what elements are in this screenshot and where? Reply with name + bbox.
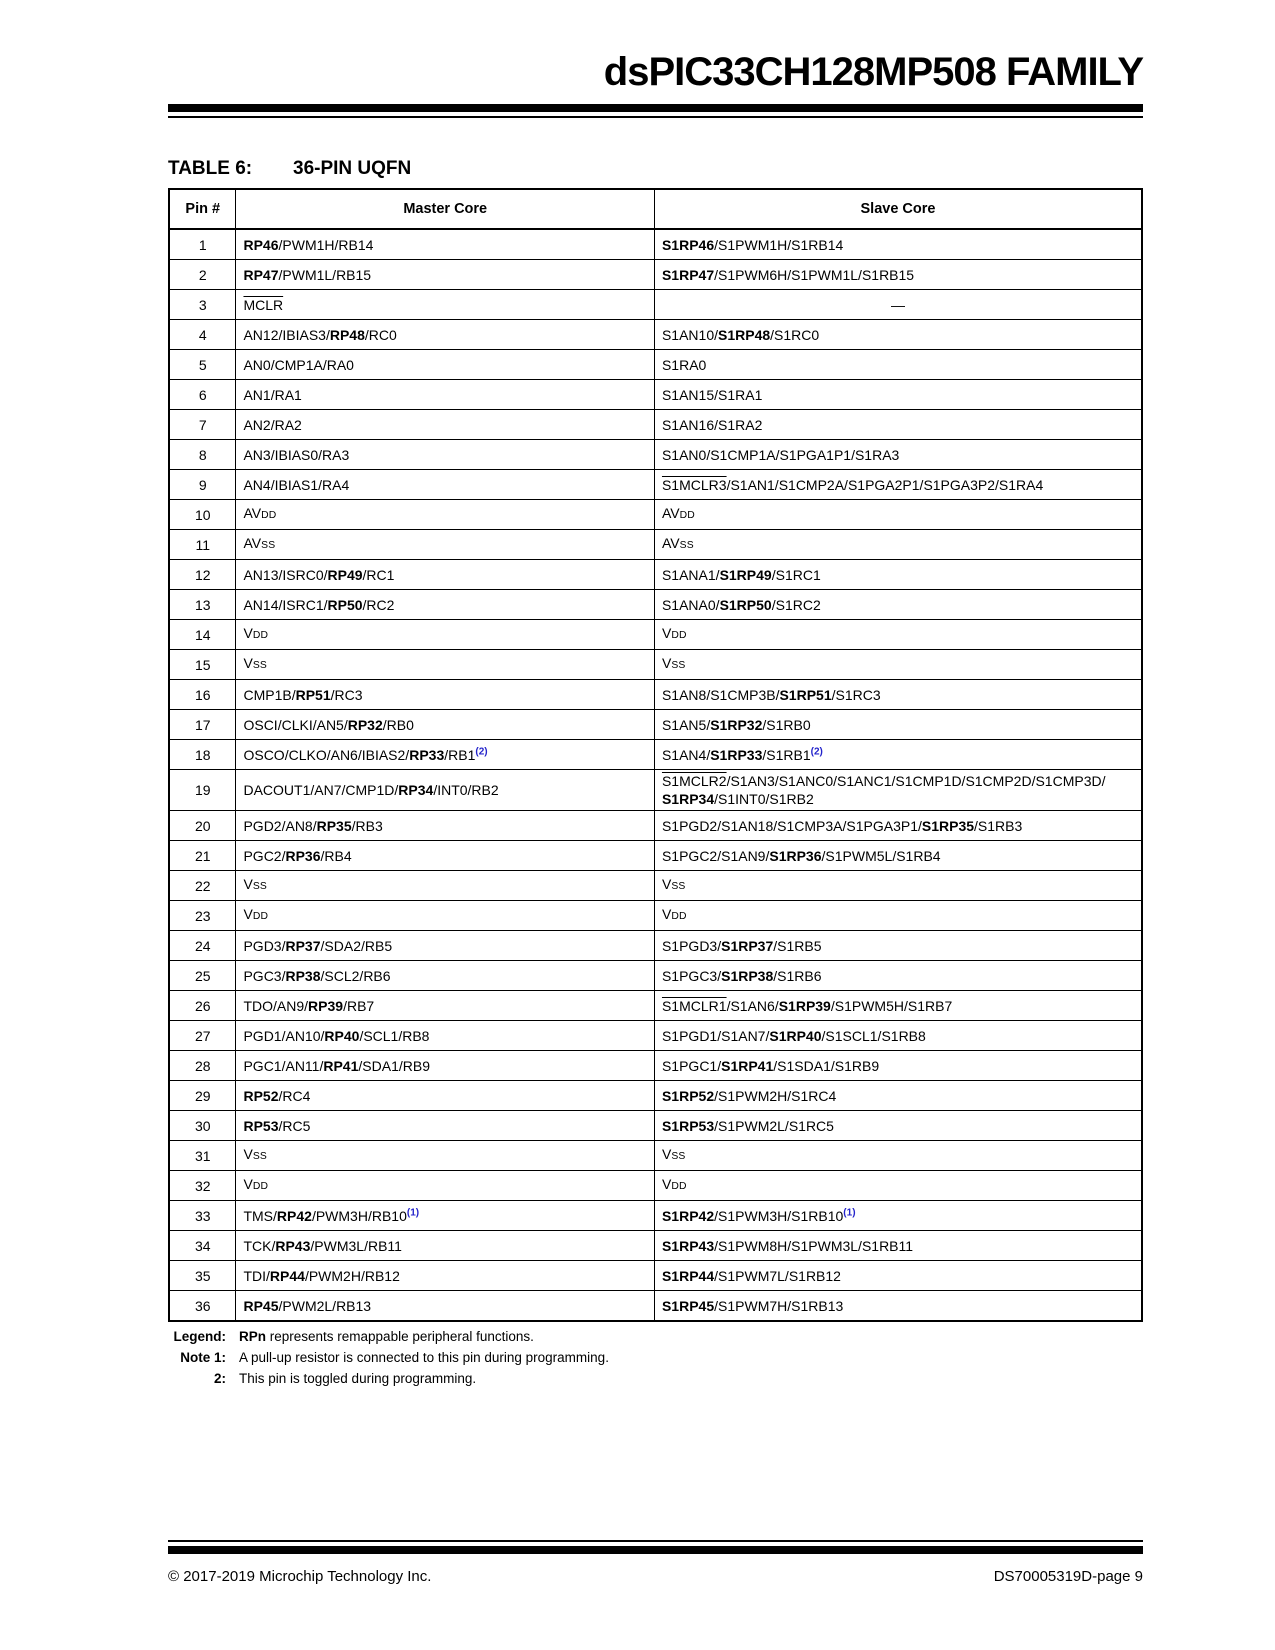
pin-number-cell: 7 [169, 410, 236, 440]
pin-number-cell: 15 [169, 650, 236, 680]
pin-number-cell: 33 [169, 1201, 236, 1231]
master-core-cell: RP46/PWM1H/RB14 [236, 229, 655, 260]
master-core-cell: VSS [236, 1141, 655, 1171]
pin-number-cell: 35 [169, 1261, 236, 1291]
pin-number-cell: 20 [169, 811, 236, 841]
slave-core-cell: S1RP45/S1PWM7H/S1RB13 [654, 1291, 1142, 1322]
column-header-pin: Pin # [169, 189, 236, 229]
slave-core-cell: S1RP42/S1PWM3H/S1RB10$^{(1)}$ [654, 1201, 1142, 1231]
master-core-cell: MCLR [236, 290, 655, 320]
master-core-cell: AN13/ISRC0/RP49/RC1 [236, 560, 655, 590]
master-core-cell: AVDD [236, 500, 655, 530]
master-core-cell: AN2/RA2 [236, 410, 655, 440]
slave-core-cell: S1AN4/S1RP33/S1RB1$^{(2)}$ [654, 740, 1142, 770]
table-row [169, 1021, 1142, 1051]
slave-core-cell: S1RP47/S1PWM6H/S1PWM1L/S1RB15 [654, 260, 1142, 290]
master-core-cell: PGD1/AN10/RP40/SCL1/RB8 [236, 1021, 655, 1051]
slave-core-cell: S1AN15/S1RA1 [654, 380, 1142, 410]
table-row [169, 1231, 1142, 1261]
slave-core-cell: S1RP43/S1PWM8H/S1PWM3L/S1RB11 [654, 1231, 1142, 1261]
slave-core-cell: — [654, 290, 1142, 320]
document-title: dsPIC33CH128MP508 FAMILY [603, 50, 1143, 94]
pin-number-cell: 5 [169, 350, 236, 380]
table-row [169, 1291, 1142, 1322]
table-caption-label: TABLE 6: [168, 158, 253, 179]
pin-number-cell: 23 [169, 901, 236, 931]
slave-core-cell: S1AN5/S1RP32/S1RB0 [654, 710, 1142, 740]
legend-block [168, 1329, 1143, 1387]
header-rule-thin [168, 116, 1143, 118]
table-row [169, 991, 1142, 1021]
slave-core-cell: S1MCLR2/S1AN3/S1ANC0/S1ANC1/S1CMP1D/S1CMP2D/S1CMP3D/ S1RP34/S1INT0/S1RB2 [654, 770, 1142, 811]
note-2-text: This pin is toggled during programming. [239, 1371, 477, 1386]
pin-number-cell: 31 [169, 1141, 236, 1171]
slave-core-cell: S1AN16/S1RA2 [654, 410, 1142, 440]
slave-core-cell: S1ANA0/S1RP50/S1RC2 [654, 590, 1142, 620]
pin-number-cell: 26 [169, 991, 236, 1021]
master-core-cell: VDD [236, 620, 655, 650]
slave-core-cell: S1ANA1/S1RP49/S1RC1 [654, 560, 1142, 590]
pin-number-cell: 4 [169, 320, 236, 350]
slave-core-cell: S1AN0/S1CMP1A/S1PGA1P1/S1RA3 [654, 440, 1142, 470]
table-row [169, 680, 1142, 710]
master-core-cell: RP52/RC4 [236, 1081, 655, 1111]
pin-number-cell: 27 [169, 1021, 236, 1051]
pin-number-cell: 13 [169, 590, 236, 620]
pin-number-cell: 11 [169, 530, 236, 560]
slave-core-cell: S1RP46/S1PWM1H/S1RB14 [654, 229, 1142, 260]
slave-core-cell: AVSS [654, 530, 1142, 560]
pin-number-cell: 2 [169, 260, 236, 290]
slave-core-cell: VDD [654, 1171, 1142, 1201]
legend-text: RPn represents remappable peripheral functions. [239, 1329, 534, 1344]
master-core-cell: TDI/RP44/PWM2H/RB12 [236, 1261, 655, 1291]
master-core-cell: TDO/AN9/RP39/RB7 [236, 991, 655, 1021]
pin-number-cell: 17 [169, 710, 236, 740]
master-core-cell: CMP1B/RP51/RC3 [236, 680, 655, 710]
table-row [169, 440, 1142, 470]
table-row [169, 961, 1142, 991]
master-core-cell: TMS/RP42/PWM3H/RB10$^{(1)}$ [236, 1201, 655, 1231]
pin-number-cell: 30 [169, 1111, 236, 1141]
table-row [169, 470, 1142, 500]
master-core-cell: TCK/RP43/PWM3L/RB11 [236, 1231, 655, 1261]
legend-row [168, 1329, 1143, 1345]
table-row [169, 841, 1142, 871]
master-core-cell: OSCI/CLKI/AN5/RP32/RB0 [236, 710, 655, 740]
slave-core-cell: S1RA0 [654, 350, 1142, 380]
pin-number-cell: 34 [169, 1231, 236, 1261]
table-row [169, 1081, 1142, 1111]
pin-number-cell: 6 [169, 380, 236, 410]
slave-core-cell: S1PGC3/S1RP38/S1RB6 [654, 961, 1142, 991]
table-row [169, 1171, 1142, 1201]
table-row [169, 901, 1142, 931]
slave-core-cell: S1MCLR3/S1AN1/S1CMP2A/S1PGA2P1/S1PGA3P2/S1RA4 [654, 470, 1142, 500]
pin-number-cell: 14 [169, 620, 236, 650]
pin-number-cell: 22 [169, 871, 236, 901]
pin-number-cell: 16 [169, 680, 236, 710]
master-core-cell: PGC3/RP38/SCL2/RB6 [236, 961, 655, 991]
footer-copyright: © 2017-2019 Microchip Technology Inc. [168, 1568, 432, 1585]
note-row-2 [168, 1371, 1143, 1387]
table-row [169, 380, 1142, 410]
table-row [169, 1051, 1142, 1081]
master-core-cell: AN0/CMP1A/RA0 [236, 350, 655, 380]
master-core-cell: RP47/PWM1L/RB15 [236, 260, 655, 290]
table-row [169, 290, 1142, 320]
slave-core-cell: VDD [654, 901, 1142, 931]
table-row [169, 260, 1142, 290]
master-core-cell: PGD3/RP37/SDA2/RB5 [236, 931, 655, 961]
table-row [169, 620, 1142, 650]
slave-core-cell: S1RP44/S1PWM7L/S1RB12 [654, 1261, 1142, 1291]
table-caption-title: 36-PIN UQFN [293, 158, 412, 179]
slave-core-cell: S1PGC1/S1RP41/S1SDA1/S1RB9 [654, 1051, 1142, 1081]
legend-label: Legend: [173, 1329, 226, 1344]
pin-number-cell: 19 [169, 770, 236, 811]
slave-core-cell: VSS [654, 1141, 1142, 1171]
slave-core-cell: S1AN8/S1CMP3B/S1RP51/S1RC3 [654, 680, 1142, 710]
slave-core-cell: S1RP52/S1PWM2H/S1RC4 [654, 1081, 1142, 1111]
pin-number-cell: 8 [169, 440, 236, 470]
column-header-master-core: Master Core [236, 189, 655, 229]
table-row [169, 770, 1142, 811]
slave-core-cell: S1MCLR1/S1AN6/S1RP39/S1PWM5H/S1RB7 [654, 991, 1142, 1021]
page-content [168, 0, 1143, 1392]
pin-number-cell: 9 [169, 470, 236, 500]
table-row [169, 1141, 1142, 1171]
table-row [169, 740, 1142, 770]
note-row-1 [168, 1350, 1143, 1366]
slave-core-cell: S1RP53/S1PWM2L/S1RC5 [654, 1111, 1142, 1141]
table-row [169, 931, 1142, 961]
pin-number-cell: 1 [169, 229, 236, 260]
table-row [169, 410, 1142, 440]
master-core-cell: RP45/PWM2L/RB13 [236, 1291, 655, 1322]
slave-core-cell: S1PGD3/S1RP37/S1RB5 [654, 931, 1142, 961]
master-core-cell: AVSS [236, 530, 655, 560]
pin-number-cell: 3 [169, 290, 236, 320]
table-row [169, 590, 1142, 620]
master-core-cell: AN1/RA1 [236, 380, 655, 410]
master-core-cell: AN12/IBIAS3/RP48/RC0 [236, 320, 655, 350]
pin-number-cell: 29 [169, 1081, 236, 1111]
note-1-text: A pull-up resistor is connected to this pin during programming. [239, 1350, 609, 1365]
table-row [169, 1261, 1142, 1291]
table-caption [168, 158, 1143, 180]
master-core-cell: PGC1/AN11/RP41/SDA1/RB9 [236, 1051, 655, 1081]
table-row [169, 650, 1142, 680]
slave-core-cell: VDD [654, 620, 1142, 650]
footer-doc-id: DS70005319D-page 9 [993, 1568, 1143, 1585]
header-rule [168, 104, 1143, 118]
master-core-cell: AN14/ISRC1/RP50/RC2 [236, 590, 655, 620]
master-core-cell: DACOUT1/AN7/CMP1D/RP34/INT0/RB2 [236, 770, 655, 811]
master-core-cell: AN3/IBIAS0/RA3 [236, 440, 655, 470]
table-header-row [169, 189, 1142, 229]
master-core-cell: VDD [236, 901, 655, 931]
pin-number-cell: 12 [169, 560, 236, 590]
header-rule-thick [168, 104, 1143, 112]
note-2-label: 2: [213, 1371, 226, 1386]
pin-number-cell: 28 [169, 1051, 236, 1081]
master-core-cell: AN4/IBIAS1/RA4 [236, 470, 655, 500]
pin-number-cell: 24 [169, 931, 236, 961]
table-row [169, 320, 1142, 350]
master-core-cell: VSS [236, 650, 655, 680]
page-footer [168, 1540, 1143, 1585]
slave-core-cell: S1PGC2/S1AN9/S1RP36/S1PWM5L/S1RB4 [654, 841, 1142, 871]
table-row [169, 871, 1142, 901]
note-1-label: Note 1: [180, 1350, 226, 1365]
pin-number-cell: 18 [169, 740, 236, 770]
pin-number-cell: 36 [169, 1291, 236, 1322]
footer-rule [168, 1540, 1143, 1554]
master-core-cell: RP53/RC5 [236, 1111, 655, 1141]
pin-number-cell: 10 [169, 500, 236, 530]
slave-core-cell: S1AN10/S1RP48/S1RC0 [654, 320, 1142, 350]
master-core-cell: OSCO/CLKO/AN6/IBIAS2/RP33/RB1$^{(2)}$ [236, 740, 655, 770]
slave-core-cell: VSS [654, 650, 1142, 680]
table-row [169, 560, 1142, 590]
slave-core-cell: S1PGD1/S1AN7/S1RP40/S1SCL1/S1RB8 [654, 1021, 1142, 1051]
master-core-cell: PGC2/RP36/RB4 [236, 841, 655, 871]
table-row [169, 710, 1142, 740]
table-row [169, 1111, 1142, 1141]
pin-table-body [169, 229, 1142, 1321]
slave-core-cell: VSS [654, 871, 1142, 901]
table-row [169, 500, 1142, 530]
table-row [169, 1201, 1142, 1231]
pin-number-cell: 25 [169, 961, 236, 991]
table-row [169, 811, 1142, 841]
table-row [169, 530, 1142, 560]
table-row [169, 350, 1142, 380]
pin-table [168, 188, 1143, 1322]
slave-core-cell: S1PGD2/S1AN18/S1CMP3A/S1PGA3P1/S1RP35/S1RB3 [654, 811, 1142, 841]
master-core-cell: VSS [236, 871, 655, 901]
pin-number-cell: 21 [169, 841, 236, 871]
slave-core-cell: AVDD [654, 500, 1142, 530]
column-header-slave-core: Slave Core [654, 189, 1142, 229]
pin-number-cell: 32 [169, 1171, 236, 1201]
master-core-cell: VDD [236, 1171, 655, 1201]
footer-rule-thick [168, 1546, 1143, 1554]
master-core-cell: PGD2/AN8/RP35/RB3 [236, 811, 655, 841]
table-row [169, 229, 1142, 260]
